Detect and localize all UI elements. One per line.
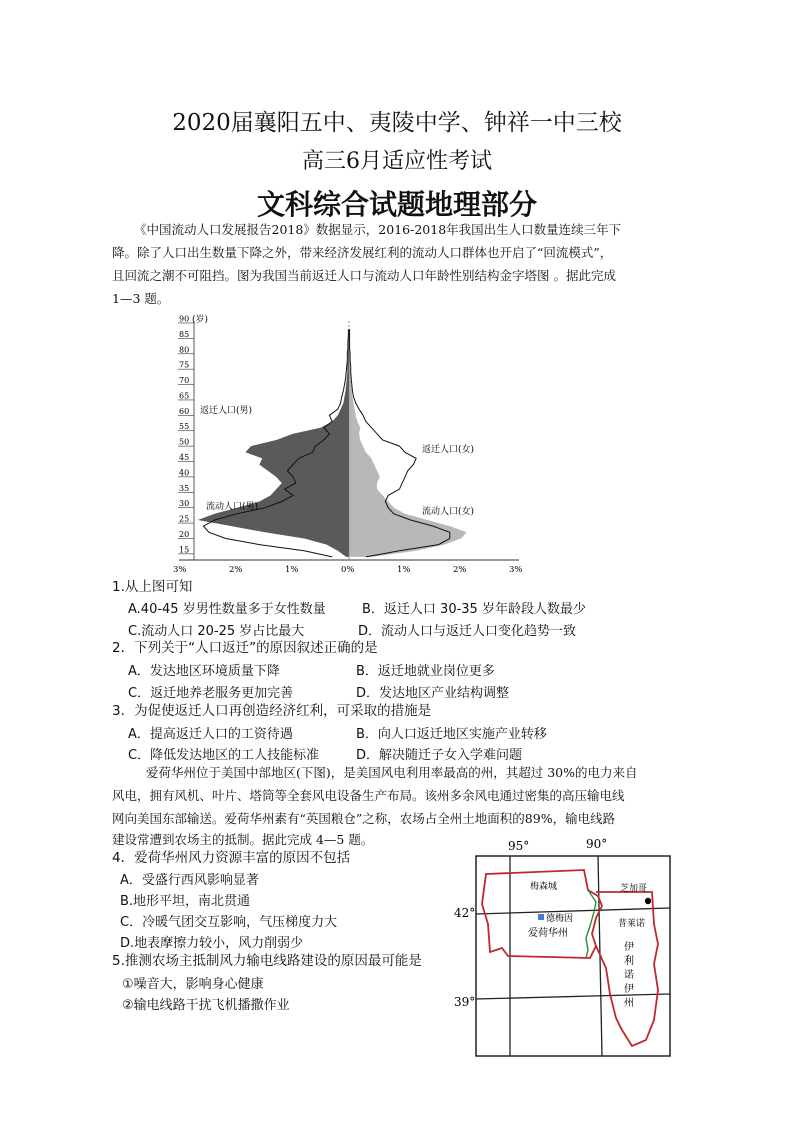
y-tick-label: 50 (179, 437, 190, 447)
y-tick-label: 40 (179, 468, 190, 478)
intro2-line3: 网向美国东部输送。爱荷华州素有“英国粮仓”之称，农场占全州土地面积的89%，输电线路 (112, 811, 616, 826)
intro1-line2: 降。除了人口出生数量下降之外，带来经济发展红利的流动人口群体也开启了“回流模式”， (112, 245, 613, 260)
iowa-map (446, 834, 686, 1064)
y-tick-label: 85 (179, 329, 190, 339)
q1-option-b: B．返迁人口 30-35 岁年龄段人数最少 (362, 602, 586, 617)
q5-option-2: ②输电线路干扰飞机播撒作业 (122, 998, 290, 1013)
label-desmoines: 德梅因 (546, 914, 574, 924)
returning-male-area (198, 329, 349, 557)
x-tick-label: 1% (285, 565, 299, 575)
migrant-female-area (349, 329, 467, 557)
y-axis-unit: (岁) (192, 315, 209, 325)
label-illinois-3: 诺 (624, 970, 634, 981)
lat-label-39: 39° (454, 995, 476, 1009)
y-tick-label: 75 (179, 360, 190, 370)
q5-stem: 5.推测农场主抵制风力输电线路建设的原因最可能是 (112, 953, 422, 969)
intro2-line2: 风电，拥有风机、叶片、塔筒等全套风电设备生产布局。该州多余风电通过密集的高压输电线 (112, 788, 625, 803)
legend-migrant-male: 流动人口(男) (206, 502, 259, 512)
x-tick-label: 3% (509, 565, 523, 575)
q3-option-c: C．降低发达地区的工人技能标准 (128, 748, 320, 763)
q2-option-b: B．返迁地就业岗位更多 (356, 664, 495, 679)
label-illinois-5: 州 (624, 998, 634, 1009)
x-tick-label: 2% (229, 565, 243, 575)
y-tick-label: 35 (179, 483, 190, 493)
q1-stem: 1.从上图可知 (112, 579, 193, 595)
exam-title-line1: 2020届襄阳五中、夷陵中学、钟祥一中三校 (172, 110, 622, 136)
legend-migrant-female: 流动人口(女) (422, 507, 475, 517)
population-pyramid-chart (170, 310, 530, 580)
y-tick-label: 65 (179, 391, 190, 401)
y-tick-label: 15 (179, 545, 190, 555)
q5-option-1: ①噪音大，影响身心健康 (122, 977, 264, 992)
y-tick-label: 90 (179, 314, 190, 324)
intro2-line1: 爱荷华州位于美国中部地区(下图)，是美国风电利用率最高的州，其超过 30%的电力来自 (146, 765, 638, 780)
lon-label-95: 95° (508, 839, 530, 853)
q2-option-d: D．发达地区产业结构调整 (356, 686, 510, 701)
y-tick-label: 55 (179, 422, 190, 432)
desmoines-marker (538, 914, 544, 920)
intro1-line1: 《中国流动人口发展报告2018》数据显示，2016-2018年我国出生人口数量连续三年下 (134, 222, 622, 237)
exam-title-line3: 文科综合试题地理部分 (256, 188, 537, 221)
q2-stem: 2．下列关于“人口返迁”的原因叙述正确的是 (112, 640, 378, 656)
legend-returning-female: 返迁人口(女) (422, 445, 475, 455)
q4-option-b: B.地形平坦，南北贯通 (120, 894, 251, 909)
label-iowa: 爱荷华州 (528, 928, 568, 939)
x-tick-label: 0% (341, 565, 355, 575)
label-puli: 普莱诺 (618, 919, 646, 929)
x-tick-label: 3% (173, 565, 187, 575)
y-tick-label: 25 (179, 514, 190, 524)
x-tick-label: 2% (453, 565, 467, 575)
q3-stem: 3．为促使返迁人口再创造经济红利，可采取的措施是 (112, 703, 432, 719)
q3-option-a: A．提高返迁人口的工资待遇 (128, 727, 293, 742)
q2-option-c: C．返迁地养老服务更加完善 (128, 686, 294, 701)
legend-returning-male: 返迁人口(男) (200, 406, 253, 416)
intro1-line4: 1—3 题。 (112, 291, 170, 306)
label-illinois-2: 利 (624, 956, 634, 967)
q3-option-d: D．解决随迁子女入学难问题 (356, 748, 523, 763)
q2-option-a: A．发达地区环境质量下降 (128, 664, 280, 679)
lon-label-90: 90° (586, 837, 608, 851)
q1-option-a: A.40-45 岁男性数量多于女性数量 (128, 602, 326, 617)
label-chicago: 芝加哥 (620, 884, 648, 894)
label-city-north: 梅森城 (530, 882, 558, 892)
lat-label-42: 42° (454, 906, 476, 920)
intro1-line3: 且回流之潮不可阻挡。图为我国当前返迁人口与流动人口年龄性别结构金字塔图 。据此完成 (112, 268, 616, 283)
y-tick-label: 45 (179, 453, 190, 463)
y-tick-label: 70 (179, 376, 190, 386)
q4-option-a: A．受盛行西风影响显著 (120, 873, 259, 888)
x-tick-label: 1% (397, 565, 411, 575)
q4-option-c: C．冷暖气团交互影响，气压梯度力大 (120, 915, 338, 930)
label-illinois-1: 伊 (624, 942, 634, 953)
y-tick-label: 30 (179, 499, 190, 509)
chicago-marker (645, 898, 651, 904)
q4-stem: 4．爱荷华州风力资源丰富的原因不包括 (112, 850, 351, 866)
q1-option-d: D．流动人口与返迁人口变化趋势一致 (358, 624, 577, 639)
q4-option-d: D.地表摩擦力较小，风力削弱少 (120, 936, 304, 951)
q3-option-b: B．向人口返迁地区实施产业转移 (356, 727, 547, 742)
intro2-line4: 建设常遭到农场主的抵制。据此完成 4—5 题。 (112, 832, 374, 847)
y-tick-label: 60 (179, 406, 190, 416)
exam-title-line2: 高三6月适应性考试 (302, 149, 492, 174)
y-tick-label: 80 (179, 345, 190, 355)
q1-option-c: C.流动人口 20-25 岁占比最大 (128, 624, 305, 639)
label-illinois-4: 伊 (624, 984, 634, 995)
y-tick-label: 20 (179, 529, 190, 539)
